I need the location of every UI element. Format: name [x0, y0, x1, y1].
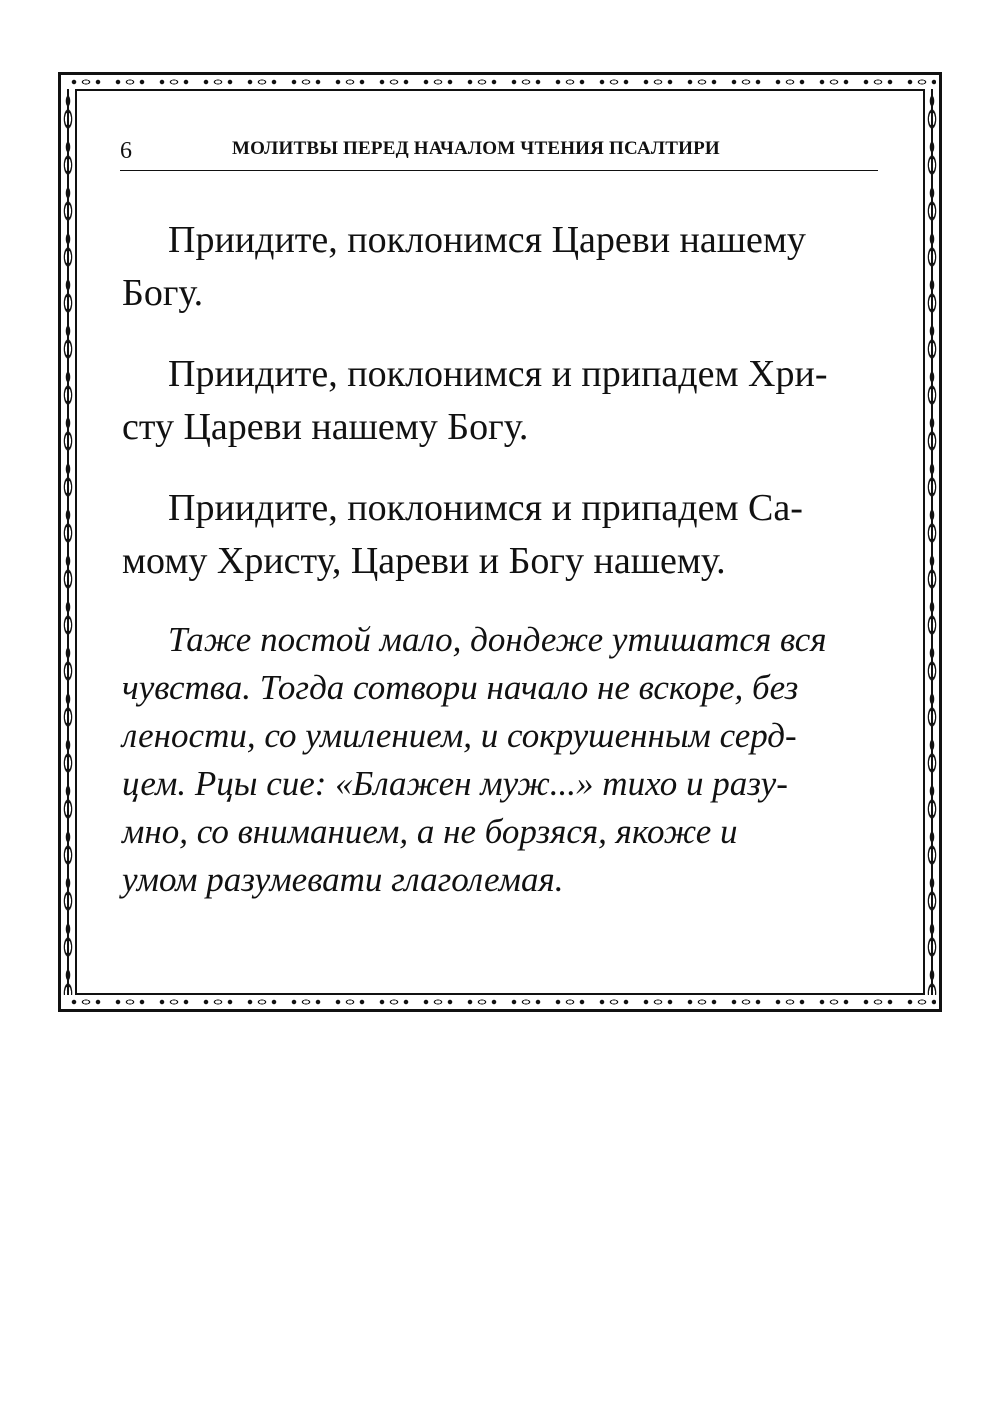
rubric-line: цем. Рцы сие: «Блажен муж...» тихо и разу-: [122, 764, 788, 803]
rubric-line: умом разумевати глаголемая.: [122, 860, 564, 899]
page-number: 6: [120, 138, 132, 164]
text-line: Приидите, поклонимся и припадем Са-: [168, 487, 803, 529]
header-rule: [120, 170, 878, 171]
text-line: сту Цареви нашему Богу.: [122, 406, 529, 448]
rubric-line: мно, со вниманием, а не борзяся, якоже и: [122, 812, 738, 851]
text-line: Богу.: [122, 272, 204, 314]
prayer-paragraph-3: [122, 482, 878, 588]
prayer-paragraph-1: [122, 214, 878, 320]
border-ornament-right: [925, 89, 939, 995]
page-body: [122, 214, 878, 904]
running-head: МОЛИТВЫ ПЕРЕД НАЧАЛОМ ЧТЕНИЯ ПСАЛТИРИ: [232, 138, 720, 159]
border-ornament-top: [64, 75, 936, 89]
rubric-instruction: [122, 616, 878, 904]
text-line: Приидите, поклонимся Цареви нашему: [168, 219, 806, 261]
text-line: Приидите, поклонимся и припадем Хри-: [168, 353, 828, 395]
prayer-paragraph-2: [122, 348, 878, 454]
rubric-line: лености, со умилением, и сокрушенным серд-: [122, 716, 797, 755]
border-ornament-left: [61, 89, 75, 995]
rubric-line: чувства. Тогда сотвори начало не вскоре, без: [122, 668, 799, 707]
text-line: мому Христу, Цареви и Богу нашему.: [122, 540, 726, 582]
border-ornament-bottom: [64, 995, 936, 1009]
rubric-line: Таже постой мало, дондеже утишатся вся: [168, 620, 827, 659]
